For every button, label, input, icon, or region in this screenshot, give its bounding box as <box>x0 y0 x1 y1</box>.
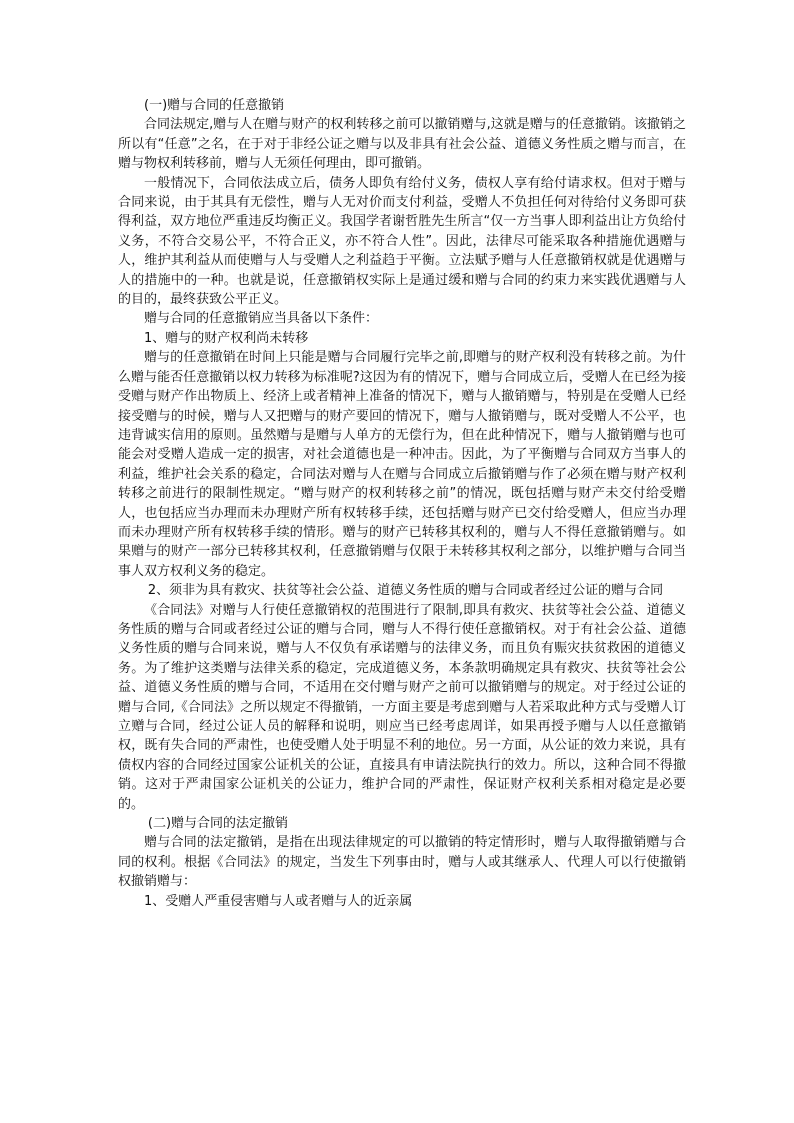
condition-heading-2: 2、须非为具有救灾、扶贫等社会公益、道德义务性质的赠与合同或者经过公证的赠与合同 <box>147 583 664 599</box>
statutory-condition-1: 1、受赠人严重侵害赠与人或者赠与人的近亲属 <box>144 893 413 909</box>
paragraph: 合同法规定,赠与人在赠与财产的权利转移之前可以撤销赠与,这就是赠与的任意撤销。该撤销之所以有“任意”之名，在于对于非经公证之赠与以及非具有社会公益、道德义务性质之赠与而言，在赠与物权利转移前，赠与人无须任何理由，即可撤销。 <box>118 117 686 172</box>
paragraph: 《合同法》对赠与人行使任意撤销权的范围进行了限制,即具有救灾、扶贫等社会公益、道德义务性质的赠与合同或者经过公证的赠与合同，赠与人不得行使任意撤销权。对于有社会公益、道德义务性质的赠与合同来说，赠与人不仅负有承诺赠与的法律义务，而且负有赈灾扶贫救困的道德义务。为了维护这类赠与法律关系的稳定，完成道德义务，本条款明确规定具有救灾、扶贫等社会公益、道德义务性质的赠与合同，不适用在交付赠与财产之前可以撤销赠与的规定。对于经过公证的赠与合同,《合同法》之所以规定不得撤销，一方面主要是考虑到赠与人若采取此种方式与受赠人订立赠与合同，经过公证人员的解释和说明，则应当已经考虑周详，如果再授予赠与人以任意撤销权，既有失合同的严肃性，也使受赠人处于明显不利的地位。另一方面，从公证的效力来说，具有债权内容的合同经过国家公证机关的公证，直接具有申请法院执行的效力。所以，这种合同不得撤销。这对于严肃国家公证机关的公证力，维护合同的严肃性，保证财产权利关系相对稳定是必要的。 <box>118 602 686 812</box>
paragraph: 赠与合同的任意撤销应当具备以下条件： <box>144 311 379 327</box>
section-heading-statutory-revocation: (二)赠与合同的法定撤销 <box>147 816 289 832</box>
paragraph: 一般情况下，合同依法成立后，债务人即负有给付义务，债权人享有给付请求权。但对于赠与合同来说，由于其具有无偿性，赠与人无对价而支付利益，受赠人不负担任何对待给付义务即可获得利益，双方地位严重违反均衡正义。我国学者谢哲胜先生所言“仅一方当事人即利益出让方负给付义务，不符合交易公平，不符合正义，亦不符合人性”。因此，法律尽可能采取各种措施优遇赠与人，维护其利益从而使赠与人与受赠人之利益趋于平衡。立法赋予赠与人任意撤销权就是优遇赠与人的措施中的一种。也就是说，任意撤销权实际上是通过缓和赠与合同的约束力来实践优遇赠与人的目的，最终获致公平正义。 <box>118 175 686 308</box>
paragraph: 赠与合同的法定撤销，是指在出现法律规定的可以撤销的特定情形时，赠与人取得撤销赠与合同的权利。根据《合同法》的规定，当发生下列事由时，赠与人或其继承人、代理人可以行使撤销权撤销赠与： <box>118 835 686 890</box>
document-body <box>118 96 686 911</box>
paragraph: 赠与的任意撤销在时间上只能是赠与合同履行完毕之前,即赠与的财产权利没有转移之前。为什么赠与能否任意撤销以权力转移为标准呢?这因为有的情况下，赠与合同成立后，受赠人在已经为接受赠与财产作出物质上、经济上或者精神上准备的情况下，赠与人撤销赠与，特别是在受赠人已经接受赠与的时候，赠与人又把赠与的财产要回的情况下，赠与人撤销赠与，既对受赠人不公平，也违背诚实信用的原则。虽然赠与是赠与人单方的无偿行为，但在此种情况下，赠与人撤销赠与也可能会对受赠人造成一定的损害，对社会道德也是一种冲击。因此，为了平衡赠与合同双方当事人的利益，维护社会关系的稳定，合同法对赠与人在赠与合同成立后撤销赠与作了必须在赠与财产权利转移之前进行的限制性规定。“赠与财产的权利转移之前”的情况，既包括赠与财产未交付给受赠人，也包括应当办理而未办理财产所有权转移手续，还包括赠与财产已交付给受赠人，但应当办理而未办理财产所有权转移手续的情形。赠与的财产已转移其权利的，赠与人不得任意撤销赠与。如果赠与的财产一部分已转移其权利，任意撤销赠与仅限于未转移其权利之部分，以维护赠与合同当事人双方权利义务的稳定。 <box>118 350 686 579</box>
section-heading-discretionary-revocation: (一)赠与合同的任意撤销 <box>144 98 285 113</box>
condition-heading-1: 1、赠与的财产权利尚未转移 <box>144 330 309 346</box>
